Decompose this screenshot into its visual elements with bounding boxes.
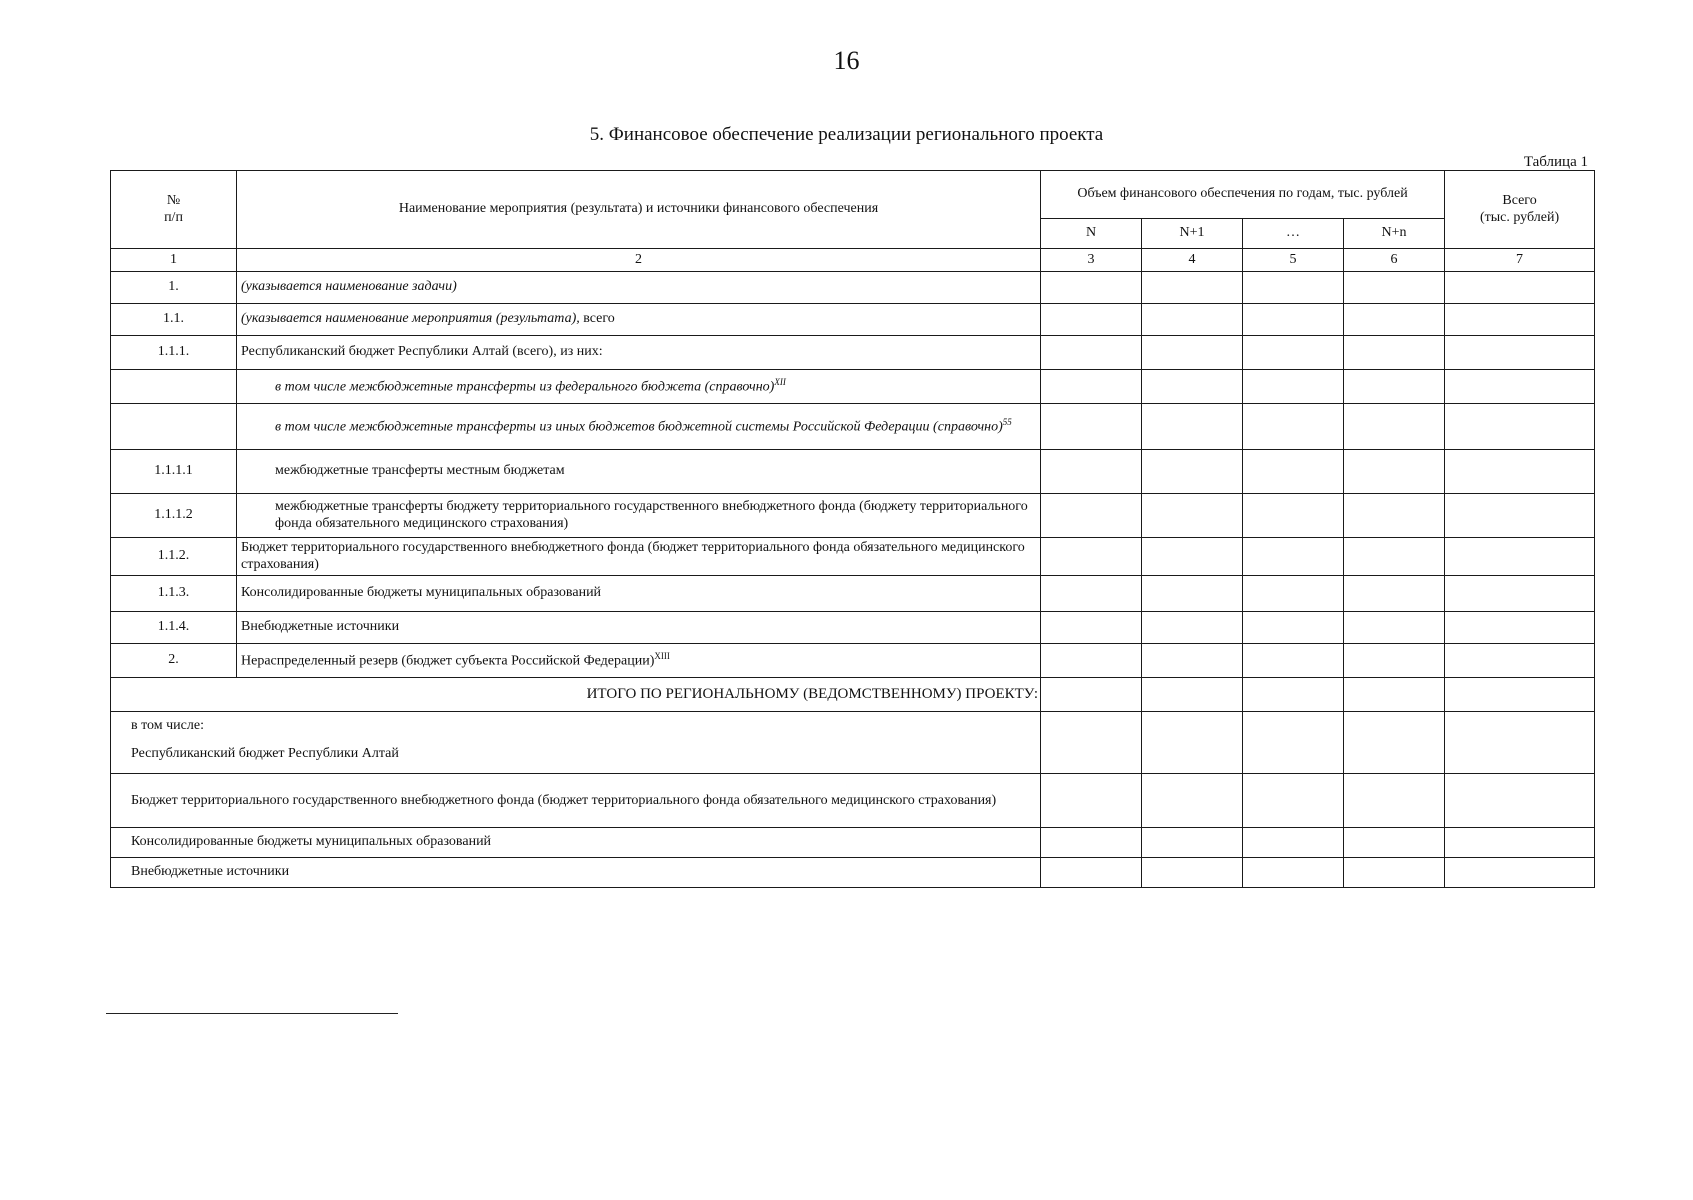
header-number-pp: п/п — [164, 209, 183, 225]
total-row — [111, 678, 1595, 712]
header-number — [111, 171, 237, 249]
row-number — [111, 404, 237, 450]
row-text: межбюджетные трансферты бюджету территориального государственного внебюджетного фонда (бюджету территориального фонда обязательного медицинского страхования) — [237, 494, 1041, 538]
table-row — [111, 494, 1595, 538]
footnote-ref: XIII — [654, 651, 670, 662]
header-year-nn: N+n — [1344, 219, 1445, 249]
extra-budget-label: Внебюджетные источники — [111, 858, 1041, 888]
table-row — [111, 612, 1595, 644]
row-number: 1.1.2. — [111, 538, 237, 576]
row-text: Консолидированные бюджеты муниципальных образований — [237, 576, 1041, 612]
table-row — [111, 450, 1595, 494]
municipal-label: Консолидированные бюджеты муниципальных образований — [111, 828, 1041, 858]
footnote-ref: 55 — [1002, 417, 1012, 428]
fund-budget-label: Бюджет территориального государственного внебюджетного фонда (бюджет территориального фонда обязательного медицинского страхования) — [111, 774, 1041, 828]
col-number-2: 2 — [237, 249, 1041, 272]
row-number — [111, 370, 237, 404]
col-number-3: 3 — [1041, 249, 1142, 272]
footnote-ref: XII — [774, 377, 786, 388]
col-number-1: 1 — [111, 249, 237, 272]
header-year-n: N — [1041, 219, 1142, 249]
row-number: 2. — [111, 644, 237, 678]
col-number-7: 7 — [1445, 249, 1595, 272]
footnote-divider — [106, 1013, 398, 1014]
row-number: 1. — [111, 272, 237, 304]
including-label: в том числе: — [131, 718, 204, 733]
table-row — [111, 644, 1595, 678]
row-text: Бюджет территориального государственного внебюджетного фонда (бюджет территориального фонда обязательного медицинского страхования) — [237, 538, 1041, 576]
total-breakdown-row — [111, 774, 1595, 828]
row-text-main: в том числе межбюджетные трансферты из иных бюджетов бюджетной системы Российской Федерации (справочно) — [275, 419, 1003, 435]
row-text-italic: (указывается наименование мероприятия (результата), — [241, 311, 580, 327]
row-text: Республиканский бюджет Республики Алтай (всего), из них: — [237, 336, 1041, 370]
financing-table — [110, 170, 1595, 888]
row-text — [237, 644, 1041, 678]
row-number: 1.1.1. — [111, 336, 237, 370]
row-number: 1.1.4. — [111, 612, 237, 644]
row-number: 1.1.1.1 — [111, 450, 237, 494]
header-year-n1: N+1 — [1142, 219, 1243, 249]
row-number: 1.1.3. — [111, 576, 237, 612]
header-volume: Объем финансового обеспечения по годам, тыс. рублей — [1041, 171, 1445, 219]
header-total-line1: Всего — [1502, 193, 1537, 209]
header-name: Наименование мероприятия (результата) и источники финансового обеспечения — [237, 171, 1041, 249]
total-breakdown — [111, 712, 1041, 774]
col-number-5: 5 — [1243, 249, 1344, 272]
row-text — [237, 370, 1041, 404]
row-text-main: Нераспределенный резерв (бюджет субъекта Российской Федерации) — [241, 653, 655, 669]
header-total — [1445, 171, 1595, 249]
table-row — [111, 336, 1595, 370]
header-number-symbol: № — [166, 193, 181, 209]
header-year-ellipsis: … — [1243, 219, 1344, 249]
header-total-line2: (тыс. рублей) — [1479, 209, 1560, 225]
table-row — [111, 404, 1595, 450]
row-text-main: в том числе межбюджетные трансферты из федерального бюджета (справочно) — [275, 379, 775, 395]
table-row — [111, 304, 1595, 336]
table-caption: Таблица 1 — [1523, 154, 1588, 170]
republic-budget-label: Республиканский бюджет Республики Алтай — [131, 746, 399, 762]
total-breakdown-row — [111, 858, 1595, 888]
table-row — [111, 272, 1595, 304]
row-text: межбюджетные трансферты местным бюджетам — [237, 450, 1041, 494]
total-label: ИТОГО ПО РЕГИОНАЛЬНОМУ (ВЕДОМСТВЕННОМУ) ПРОЕКТУ: — [111, 678, 1041, 712]
total-breakdown-row — [111, 712, 1595, 774]
section-title: 5. Финансовое обеспечение реализации регионального проекта — [589, 124, 1104, 145]
table-row — [111, 576, 1595, 612]
row-text — [237, 404, 1041, 450]
col-number-4: 4 — [1142, 249, 1243, 272]
row-number: 1.1. — [111, 304, 237, 336]
row-number: 1.1.1.2 — [111, 494, 237, 538]
table-row — [111, 538, 1595, 576]
total-breakdown-row — [111, 828, 1595, 858]
page-number: 16 — [833, 46, 860, 75]
col-number-6: 6 — [1344, 249, 1445, 272]
row-text — [237, 304, 1041, 336]
table-row — [111, 370, 1595, 404]
row-text: Внебюджетные источники — [237, 612, 1041, 644]
row-text-rest: всего — [579, 311, 615, 327]
row-text: (указывается наименование задачи) — [237, 272, 1041, 304]
